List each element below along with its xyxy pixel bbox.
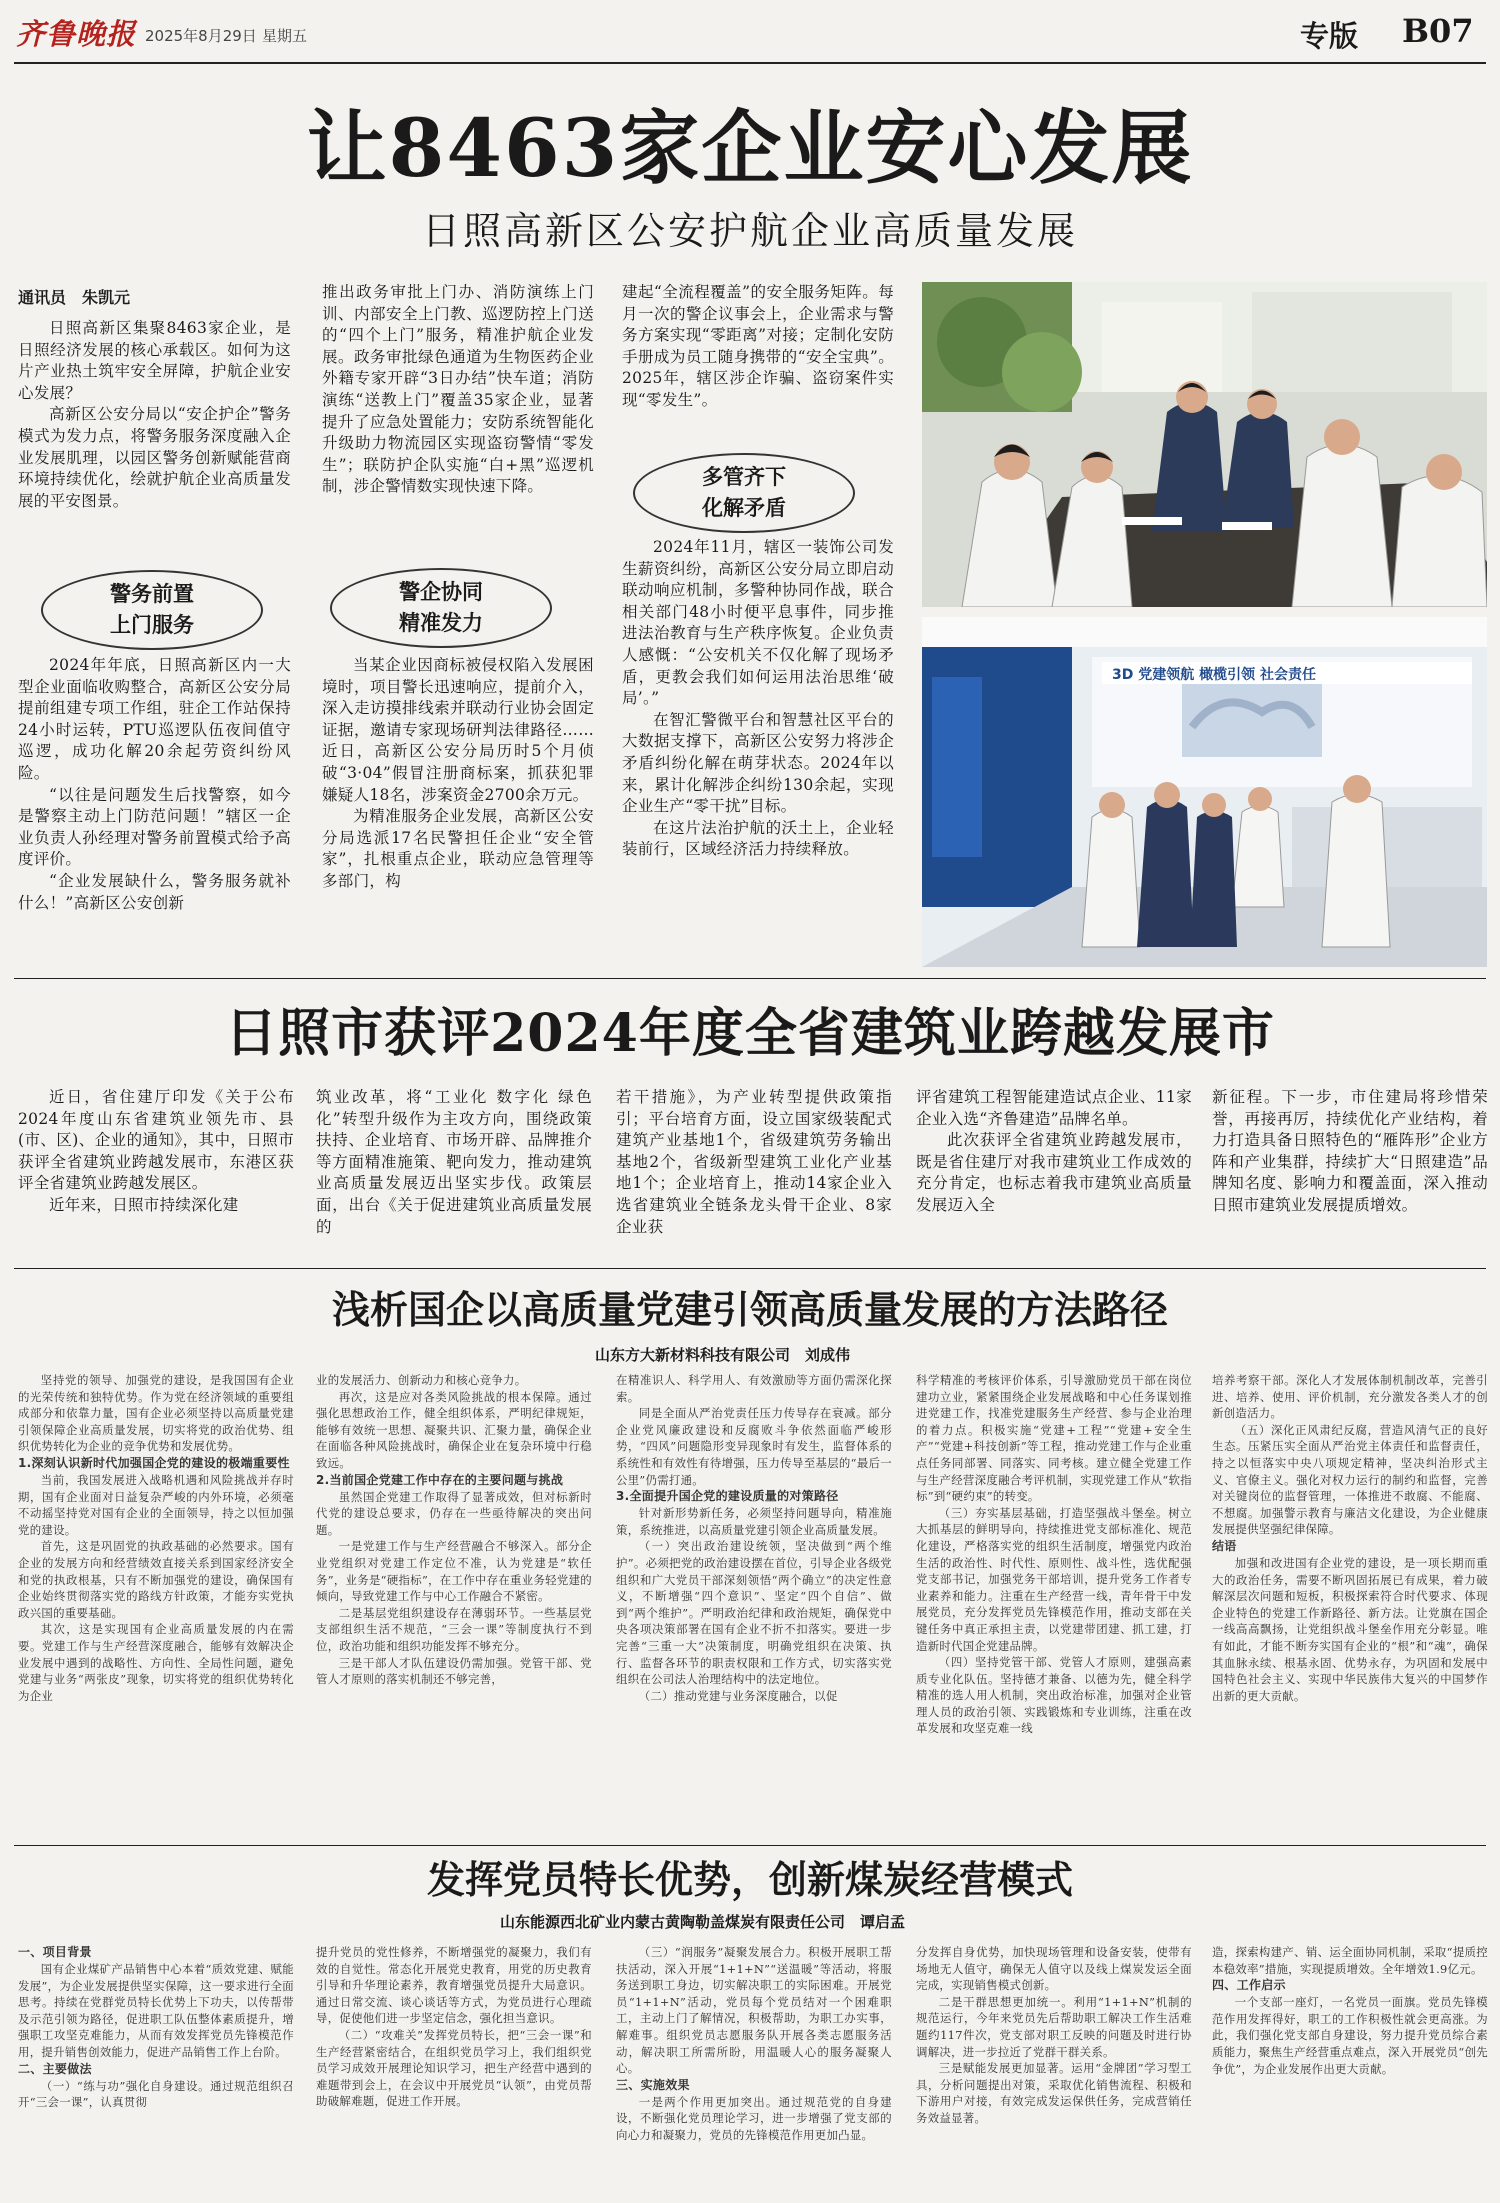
paragraph: 近日，省住建厅印发《关于公布2024年度山东省建筑业领先市、县(市、区)、企业的通知》，其中，日照市获评全省建筑业跨越发展市，东港区获评全省建筑业跨越发展区。 [18, 1088, 294, 1193]
paragraph: 筑业改革，将“工业化 数字化 绿色化”转型升级作为主攻方向，围绕政策扶持、企业培育、市场开辟、品牌推介等方面精准施策、靶向发力，推动建筑业高质量发展迈出坚实步伐。政策层面，出台《关于促进建筑业高质量发展的 [316, 1088, 592, 1236]
badge-line: 警务前置 [110, 582, 194, 606]
subheading: 2.当前国企党建工作中存在的主要问题与挑战 [316, 1472, 564, 1487]
subheading: 四、工作启示 [1212, 1978, 1286, 1993]
article4-column-4 [916, 1944, 1192, 2196]
article1-column-3 [622, 282, 894, 452]
section-divider [14, 1845, 1486, 1846]
section-name: 专版 [1300, 19, 1359, 53]
masthead [0, 0, 1500, 62]
article1-subhead: 日照高新区公安护航企业高质量发展 [421, 209, 1078, 253]
paragraph: 一是党建工作与生产经营融合不够深入。部分企业党组织对党建工作定位不准，认为党建是“软任务”，业务是“硬指标”，在工作中存在重业务轻党建的倾向，导致党建工作与中心工作融合不紧密。 [316, 1539, 592, 1604]
article2-headline: 日照市获评2024年度全省建筑业跨越发展市 [225, 1003, 1275, 1064]
article2-column-5 [1212, 1087, 1488, 1282]
section-divider [14, 1268, 1486, 1269]
paragraph: 当前，我国发展进入战略机遇和风险挑战并存时期，国有企业面对日益复杂严峻的内外环境，必须毫不动摇坚持党对国有企业的全面领导，持之以恒加强党的建设。 [18, 1472, 294, 1537]
paragraph: 科学精准的考核评价体系，引导激励党员干部在岗位建功立业，紧紧围绕企业发展战略和中心任务谋划推进党建工作，找准党建服务生产经营、参与企业治理的着力点。积极实施“党建+工程”“党建+安全生产”“党建+科技创新”等工程，推动党建工作与企业重点任务同部署、同落实、同考核。建立健全党建工作与生产经营深度融合考评机制，实现党建工作从“软指标”到“硬约束”的转变。 [916, 1373, 1192, 1504]
article2-column-2 [316, 1087, 592, 1282]
paragraph: 三是赋能发展更加显著。运用“金牌团”学习型工具，分析问题提出对策，采取优化销售流程、积极和下游用户对接，有效完成发运保供任务，完成营销任务效益显著。 [916, 2061, 1192, 2125]
section-badge [41, 570, 263, 650]
paragraph: 针对新形势新任务，必须坚持问题导向，精准施策，系统推进，以高质量党建引领企业高质量发展。 [616, 1506, 892, 1537]
paragraph: （三）夯实基层基础，打造坚强战斗堡垒。树立大抓基层的鲜明导向，持续推进党支部标准化、规范化建设，严格落实党的组织生活制度，增强党内政治生活的政治性、时代性、原则性、战斗性，选优配强党支部书记，加强党务干部培训，提升党务工作者专业素养和能力。注重在生产经营一线，青年骨干中发展党员，充分发挥党员先锋模范作用，推动支部在关键任务中真正承担主责，以党建带团建、抓工建，打造新时代国企党建品牌。 [916, 1505, 1192, 1653]
exhibition-photo [922, 617, 1487, 967]
article3-column-4 [916, 1372, 1192, 1840]
paragraph: 高新区公安分局以“安企护企”警务模式为发力点，将警务服务深度融入企业发展肌理，以园区警务创新赋能营商环境持续优化，绘就护航企业高质量发展的平安图景。 [18, 405, 291, 510]
article4-column-2 [316, 1944, 592, 2196]
paragraph: 虽然国企党建工作取得了显著成效，但对标新时代党的建设总要求，仍存在一些亟待解决的突出问题。 [316, 1489, 592, 1537]
paragraph: “企业发展缺什么，警务服务就补什么！”高新区公安创新 [18, 871, 291, 912]
paragraph: （五）深化正风肃纪反腐，营造风清气正的良好生态。压紧压实全面从严治党主体责任和监督责任，持之以恒落实中央八项规定精神，坚决纠治形式主义、官僚主义。强化对权力运行的制约和监督，完善对关键岗位的监督管理，一体推进不敢腐、不能腐、不想腐。加强警示教育与廉洁文化建设，为企业健康发展提供坚强纪律保障。 [1212, 1422, 1488, 1537]
issue-weekday: 星期五 [262, 27, 308, 45]
article3-byline: 山东方大新材料科技有限公司 刘成伟 [595, 1346, 851, 1364]
article3-column-2 [316, 1372, 592, 1840]
article3-headline: 浅析国企以高质量党建引领高质量发展的方法路径 [331, 1287, 1168, 1332]
page-number: B07 [1402, 12, 1474, 50]
paragraph: 三是干部人才队伍建设仍需加强。党管干部、党管人才原则的落实机制还不够完善， [316, 1655, 592, 1687]
paragraph: 分发挥自身优势，加快现场管理和设备安装，使带有场地无人值守，确保无人值守以及线上煤炭发运全面完成，实现销售模式创新。 [916, 1945, 1192, 1993]
article1-byline: 通讯员 朱凯元 [18, 288, 131, 307]
subheading: 结语 [1212, 1538, 1237, 1553]
paragraph: 评省建筑工程智能建造试点企业、11家企业入选“齐鲁建造”品牌名单。 [916, 1088, 1192, 1128]
paragraph: 一是两个作用更加突出。通过规范党的自身建设，不断强化党员理论学习，进一步增强了党支部的向心力和凝聚力，党员的先锋模范作用更加凸显。 [616, 2094, 892, 2142]
article1-column-1 [18, 318, 291, 568]
paragraph: （一）“练与功”强化自身建设。通过规范组织召开“三会一课”，认真贯彻 [18, 2078, 294, 2110]
issue-date: 2025年8月29日 [145, 27, 257, 45]
paragraph: （一）突出政治建设统领，坚决做到“两个维护”。必须把党的政治建设摆在首位，引导企业各级党组织和广大党员干部深刻领悟“两个确立”的决定性意义，不断增强“四个意识”、坚定“四个自信”、做到“两个维护”。严明政治纪律和政治规矩，确保党中央各项决策部署在国有企业不折不扣落实。要进一步完善“三重一大”决策制度，明确党组织在决策、执行、监督各环节的职责权限和工作方式，切实落实党组织在公司法人治理结构中的法定地位。 [616, 1539, 892, 1687]
paragraph: 在这片法治护航的沃土上，企业轻装前行，区域经济活力持续释放。 [622, 818, 894, 859]
subheading: 一、项目背景 [18, 1945, 92, 1959]
subheading: 3.全面提升国企党的建设质量的对策路径 [616, 1489, 839, 1504]
paragraph: 首先，这是巩固党的执政基础的必然要求。国有企业的发展方向和经营绩效直接关系到国家经济安全和党的执政根基，只有不断加强党的建设，确保国有企业始终贯彻落实党的路线方针政策，才能夯实党执政兴国的重要基础。 [18, 1539, 294, 1620]
paragraph: 新征程。下一步，市住建局将珍惜荣誉，再接再厉，持续优化产业结构，着力打造具备日照特色的“雁阵形”企业方阵和产业集群，持续扩大“日照建造”品牌知名度、影响力和覆盖面，深入推动日照市建筑业发展提质增效。 [1212, 1088, 1488, 1214]
paragraph: 2024年11月，辖区一装饰公司发生薪资纠纷，高新区公安分局立即启动联动响应机制，多警种协同作战，联合相关部门48小时便平息事件，同步推进法治教育与生产秩序恢复。企业负责人感慨：“公安机关不仅化解了现场矛盾，更教会我们如何运用法治思维‘破局’。” [622, 538, 894, 708]
article2-column-3 [616, 1087, 892, 1282]
article2-column-1 [18, 1087, 294, 1282]
section-divider [14, 978, 1486, 979]
paragraph: 2024年年底，日照高新区内一大型企业面临收购整合，高新区公安分局提前组建专项工作组，驻企工作站保持24小时运转，PTU巡逻队伍夜间值守巡逻，成功化解20余起劳资纠纷风险。 [18, 656, 291, 782]
paragraph: 此次获评全省建筑业跨越发展市，既是省住建厅对我市建筑业工作成效的充分肯定，也标志着我市建筑业高质量发展迈入全 [916, 1131, 1192, 1214]
article4-column-3 [616, 1944, 892, 2196]
article2-column-4 [916, 1087, 1192, 1282]
paragraph: 造，探索构建产、销、运全面协同机制，采取“提质控本稳效率”措施，实现提质增效。全年增效1.9亿元。 [1212, 1945, 1488, 1976]
paragraph: 国有企业煤矿产品销售中心本着“质效党建、赋能发展”，为企业发展提供坚实保障，这一要求进行全面思考。持续在党群党员特长优势上下功夫，以传帮带及示范引领为路径，促进职工队伍整体素质提升，增强职工攻坚克难能力，从而有效发挥党员先锋模范作用，提升销售创效能力，促进产品销售工作上台阶。 [18, 1962, 294, 2059]
paragraph: “以往是问题发生后找警察，如今是警察主动上门防范问题！”辖区一企业负责人孙经理对警务前置模式给予高度评价。 [18, 785, 291, 869]
article4-headline: 发挥党员特长优势，创新煤炭经营模式 [426, 1857, 1073, 1902]
paragraph: 再次，这是应对各类风险挑战的根本保障。通过强化思想政治工作，健全组织体系，严明纪律规矩，能够有效统一思想、凝聚共识、汇聚力量，确保企业在面临各种风险挑战时，确保企业在复杂环境中行稳致远。 [316, 1389, 592, 1470]
paragraph: 建起“全流程覆盖”的安全服务矩阵。每月一次的警企议事会上，企业需求与警务方案实现“零距离”对接；定制化安防手册成为员工随身携带的“安全宝典”。2025年，辖区涉企诈骗、盗窃案件实现“零发生”。 [622, 283, 894, 409]
paragraph: 近年来，日照市持续深化建 [49, 1195, 239, 1214]
exhibition-banner: 3D 党建领航 橄榄引领 社会责任 [1112, 667, 1316, 683]
subheading: 二、主要做法 [18, 2061, 92, 2076]
meeting-photo-image [922, 282, 1487, 607]
article3-column-3 [616, 1372, 892, 1840]
paragraph: 其次，这是实现国有企业高质量发展的内在需要。党建工作与生产经营深度融合，能够有效解决企业发展中遇到的战略性、方向性、全局性问题，避免党建与业务“两张皮”现象，切实将党的组织优势转化为企业 [18, 1622, 294, 1703]
paragraph: 推出政务审批上门办、消防演练上门训、内部安全上门教、巡逻防控上门送的“四个上门”服务，精准护航企业发展。政务审批绿色通道为生物医药企业外籍专家开辟“3日办结”快车道；消防演练“送教上门”覆盖35家企业，显著提升了应急处置能力；安防系统智能化升级助力物流园区实现盗窃警情“零发生”；联防护企队实施“白+黑”巡逻机制，涉企警情数实现快速下降。 [322, 283, 594, 496]
paragraph: 在精准识人、科学用人、有效激励等方面仍需深化探索。 [616, 1373, 892, 1404]
masthead-rule [14, 62, 1486, 64]
badge-line: 多管齐下 [702, 465, 786, 489]
paragraph: 同是全面从严治党责任压力传导存在衰减。部分企业党风廉政建设和反腐败斗争依然面临严峻形势，“四风”问题隐形变异现象时有发生，监督体系的系统性和有效性有待增强，压力传导至基层的“最后一公里”仍需打通。 [616, 1406, 892, 1487]
paragraph: 二是基层党组织建设存在薄弱环节。一些基层党支部组织生活不规范，“三会一课”等制度执行不到位，政治功能和组织功能发挥不够充分。 [316, 1605, 592, 1653]
paragraph: （三）“润服务”凝聚发展合力。积极开展职工帮扶活动，深入开展“1+1+N”“送温暖”等活动，将服务送到职工身边，切实解决职工的实际困难。开展党员“1+1+N”活动，党员每个党员结对一个困难职工，主动上门了解情况，积极帮助，为职工办实事，解难事。组织党员志愿服务队开展各类志愿服务活动，解决职工所需所盼，用温暖人心的服务凝聚人心。 [616, 1945, 892, 2076]
article4-column-1 [18, 1944, 294, 2196]
paragraph: 当某企业因商标被侵权陷入发展困境时，项目警长迅速响应，提前介入，深入走访摸排线索并联动行业协会固定证据，邀请专家现场研判法律路径……近日，高新区公安分局历时5个月侦破“3·04”假冒注册商标案，抓获犯罪嫌疑人18名，涉案资金2700余万元。 [322, 656, 594, 804]
subheading: 1.深刻认识新时代加强国企党的建设的极端重要性 [18, 1455, 290, 1470]
exhibition-photo-image [922, 617, 1487, 967]
article4-byline: 山东能源西北矿业内蒙古黄陶勒盖煤炭有限责任公司 谭启孟 [500, 1913, 906, 1931]
section-badge [633, 453, 855, 533]
paragraph: 若干措施》，为产业转型提供政策指引；平台培育方面，设立国家级装配式建筑产业基地1个，省级建筑劳务输出基地2个，省级新型建筑工业化产业基地1个；企业培育上，推动14家企业入选省建筑业全链条龙头骨干企业、8家企业获 [616, 1088, 892, 1236]
badge-line: 化解矛盾 [702, 496, 786, 520]
paragraph: 提升党员的党性修养，不断增强党的凝聚力，我们有效的自觉性。常态化开展党史教育，用党的历史教育引导和升华理论素养，教育增强党员提升大局意识。通过日常交流、谈心谈话等方式，为党员进行心理疏导，促使他们进一步坚定信念，强化担当意识。 [316, 1945, 592, 2026]
paragraph: 日照高新区集聚8463家企业，是日照经济发展的核心承载区。如何为这片产业热土筑牢安全屏障，护航企业安心发展？ [18, 319, 291, 402]
meeting-photo [922, 282, 1487, 607]
section-badge [330, 568, 552, 648]
paragraph: 培养考察干部。深化人才发展体制机制改革，完善引进、培养、使用、评价机制，充分激发各类人才的创新创造活力。 [1212, 1373, 1488, 1421]
article1-column-2b [322, 655, 594, 960]
article3-column-1 [18, 1372, 294, 1840]
paragraph: 加强和改进国有企业党的建设，是一项长期而重大的政治任务，需要不断巩固拓展已有成果，着力破解深层次问题和短板，积极探索符合时代要求、体现企业特色的党建工作新路径、新方法。让党旗在国企一线高高飘扬，让党组织战斗堡垒作用充分彰显。唯有如此，才能不断夯实国有企业的“根”和“魂”，确保其血脉永续、根基永固、优势永存，为巩固和发展中国特色社会主义、实现中华民族伟大复兴的中国梦作出新的更大贡献。 [1212, 1555, 1488, 1703]
paragraph: （二）“攻难关”发挥党员特长，把“三会一课”和生产经营紧密结合，在组织党员学习上，我们组织党员学习成效开展理论知识学习，把生产经营中遇到的难题带到会上，在会议中开展党员“认领”，由党员帮助破解难题，促进工作开展。 [316, 2027, 592, 2109]
article1-headline: 让8463家企业安心发展 [306, 101, 1194, 195]
paragraph: （四）坚持党管干部、党管人才原则，建强高素质专业化队伍。坚持德才兼备、以德为先，健全科学精准的选人用人机制，突出政治标准，加强对企业管理人员的政治引领、实践锻炼和专业训练，注重在改革发展和攻坚克难一线 [916, 1655, 1192, 1736]
paragraph: （二）推动党建与业务深度融合，以促 [638, 1688, 838, 1703]
paper-logo: 齐鲁晚报 [16, 17, 137, 51]
subheading: 三、实施效果 [616, 2077, 690, 2092]
article1-column-1b [18, 655, 291, 960]
article1-column-3b [622, 537, 894, 960]
badge-line: 上门服务 [110, 613, 194, 637]
paragraph: 坚持党的领导、加强党的建设，是我国国有企业的光荣传统和独特优势。作为党在经济领域的重要组成部分和依靠力量，国有企业必须坚持以高质量党建引领保障企业高质量发展，切实将党的政治优势、组织优势转化为企业的竞争优势和发展优势。 [18, 1373, 294, 1454]
paragraph: 一个支部一座灯，一名党员一面旗。党员先锋模范作用发挥得好，职工的工作积极性就会更高涨。为此，我们强化党支部自身建设，努力提升党员综合素质能力，聚焦生产经营重点难点，深入开展党员“创先争优”，为企业发展作出更大贡献。 [1212, 1995, 1488, 2076]
article1-column-2 [322, 282, 594, 565]
paragraph: 在智汇警微平台和智慧社区平台的大数据支撑下，高新区公安努力将涉企矛盾纠纷化解在萌芽状态。2024年以来，累计化解涉企纠纷130余起，实现企业生产“零干扰”目标。 [622, 710, 894, 816]
article4-column-5 [1212, 1944, 1488, 2196]
paragraph: 二是干群思想更加统一。利用“1+1+N”机制的规范运行，今年来党员先后帮助职工解决工作生活难题约117件次，党支部对职工反映的问题及时进行协调解决，进一步拉近了党群干群关系。 [916, 1994, 1192, 2059]
badge-line: 警企协同 [399, 580, 483, 604]
paragraph: 为精准服务企业发展，高新区公安分局选派17名民警担任企业“安全管家”，扎根重点企业，联动应急管理等多部门，构 [322, 807, 594, 890]
paragraph: 业的发展活力、创新动力和核心竞争力。 [316, 1373, 527, 1387]
article3-column-5 [1212, 1372, 1488, 1840]
badge-line: 精准发力 [399, 611, 483, 635]
